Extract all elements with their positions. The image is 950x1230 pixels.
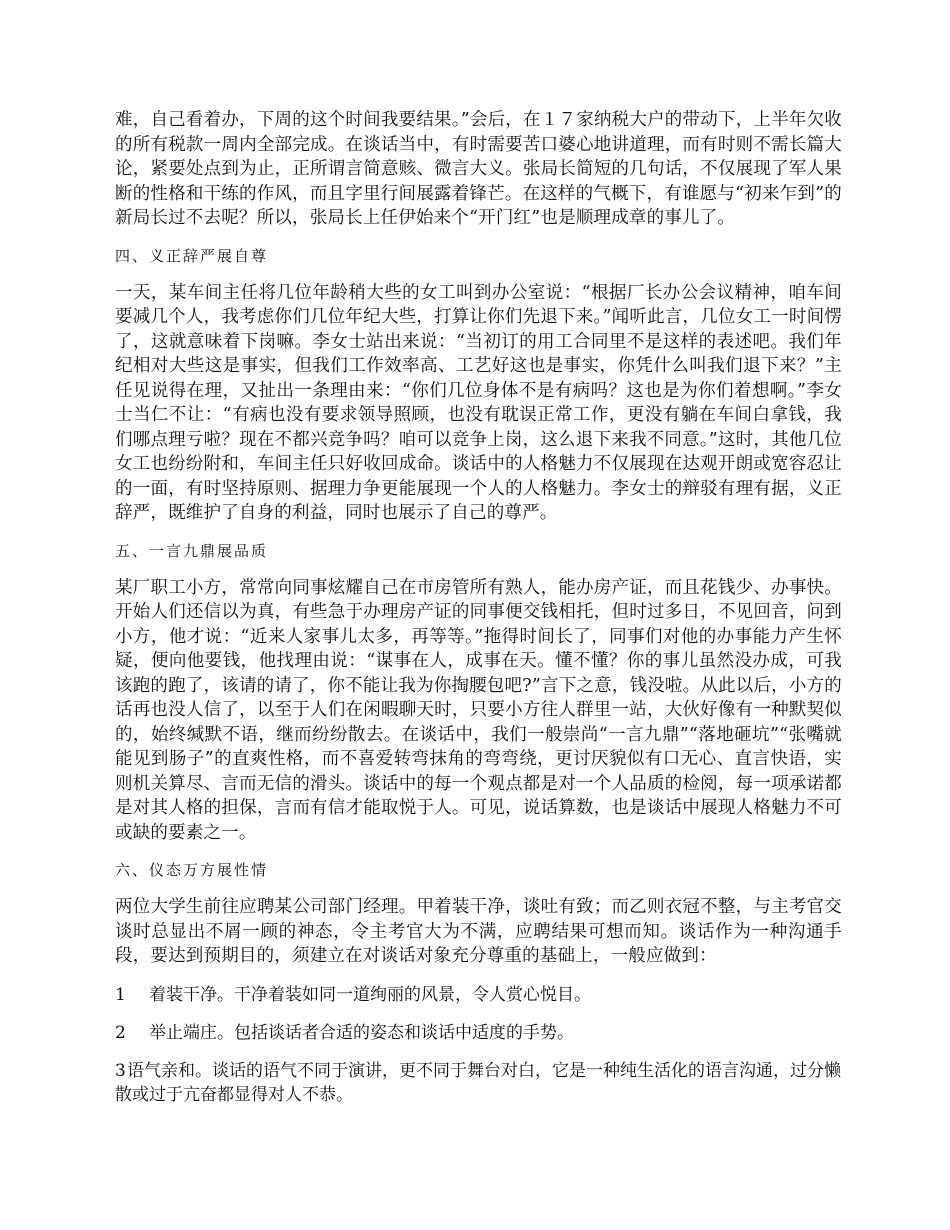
section-heading-5: 五、一言九鼎展品质 [115,541,269,560]
paragraph-section-6: 两位大学生前往应聘某公司部门经理。甲着装干净，谈吐有致；而乙则衣冠不整，与主考官交谈时总显出不屑一顾的神态，令主考官大为不满，应聘结果可想而知。谈话作为一种沟通手段，要达到预期目的，须建立在对谈话对象充分尊重的基础上，一般应做到： [115,897,842,966]
list-item-number: 1 [115,984,126,1005]
paragraph-section-4: 一天，某车间主任将几位年龄稍大些的女工叫到办公室说：“根据厂长办公会议精神，咱车间要减几个人，我考虑你们几位年纪大些，打算让你们先退下来。”闻听此言，几位女工一时间愣了，这就意味着下岗嘛。李女士站出来说：“当初订的用工合同里不是这样的表述吧。我们年纪相对大些这是事实，但我们工作效率高、工艺好这也是事实，你凭什么叫我们退下来？”主任见说得在理，又扯出一条理由来：“你们几位身体不是有病吗？这也是为你们着想啊。”李女士当仁不让：“有病也没有要求领导照顾，也没有耽误正常工作，更没有躺在车间白拿钱，我们哪点理亏啦？现在不都兴竞争吗？咱可以竞争上岗，这么退下来我不同意。”这时，其他几位女工也纷纷附和，车间主任只好收回成命。谈话中的人格魅力不仅展现在达观开朗或宽容忍让的一面，有时坚持原则、据理力争更能展现一个人的人格魅力。李女士的辩驳有理有据，义正辞严，既维护了自身的利益，同时也展示了自己的尊严。 [115,282,842,523]
list-item-number: 3 [115,1060,126,1081]
section-heading-4: 四、义正辞严展自尊 [115,246,269,265]
list-item-2 [115,1021,842,1045]
paragraph-intro: 难，自己看着办，下周的这个时间我要结果。”会后，在１７家纳税大户的带动下，上半年欠收的所有税款一周内全部完成。在谈话当中，有时需要苦口婆心地讲道理，而有时则不需长篇大论，紧要处点到为止，正所谓言简意赅、微言大义。张局长简短的几句话，不仅展现了军人果断的性格和干练的作风，而且字里行间展露着锋芒。在这样的气概下，有谁愿与“初来乍到”的新局长过不去呢？所以，张局长上任伊始来个“开门红”也是顺理成章的事儿了。 [115,110,842,228]
list-item-1 [115,983,842,1007]
list-item-number: 2 [115,1022,126,1043]
section-heading-6: 六、仪态万方展性情 [115,861,269,879]
paragraph-section-5: 某厂职工小方，常常向同事炫耀自己在市房管所有熟人，能办房产证，而且花钱少、办事快。开始人们还信以为真，有些急于办理房产证的同事便交钱相托，但时过多日，不见回音，问到小方，他才说：“近来人家事儿太多，再等等。”拖得时间长了，同事们对他的办事能力产生怀疑，便向他要钱，他找理由说：“谋事在人，成事在天。懂不懂？你的事儿虽然没办成，可我该跑的跑了，该请的请了，你不能让我为你掏腰包吧?”言下之意，钱没啦。从此以后，小方的话再也没人信了，以至于人们在闲暇聊天时，只要小方往人群里一站，大伙好像有一种默契似的，始终缄默不语，继而纷纷散去。在谈话中，我们一般崇尚“一言九鼎”“落地砸坑”“张嘴就能见到肠子”的直爽性格，而不喜爱转弯抹角的弯弯绕，更讨厌貌似有口无心、直言快语，实则机关算尽、言而无信的滑头。谈话中的每一个观点都是对一个人品质的检阅，每一项承诺都是对其人格的担保，言而有信才能取悦于人。可见，说话算数，也是谈话中展现人格魅力不可或缺的要素之一。 [115,577,842,843]
list-item-text: 语气亲和。谈话的语气不同于演讲，更不同于舞台对白，它是一种纯生活化的语言沟通，过分懒散或过于亢奋都显得对人不恭。 [115,1060,841,1105]
list-item-3 [115,1059,842,1107]
list-item-text: 举止端庄。包括谈话者合适的姿态和谈话中适度的手势。 [149,1022,574,1043]
document-body [115,108,842,1121]
list-item-text: 着装干净。干净着装如同一道绚丽的风景，令人赏心悦目。 [149,984,591,1005]
